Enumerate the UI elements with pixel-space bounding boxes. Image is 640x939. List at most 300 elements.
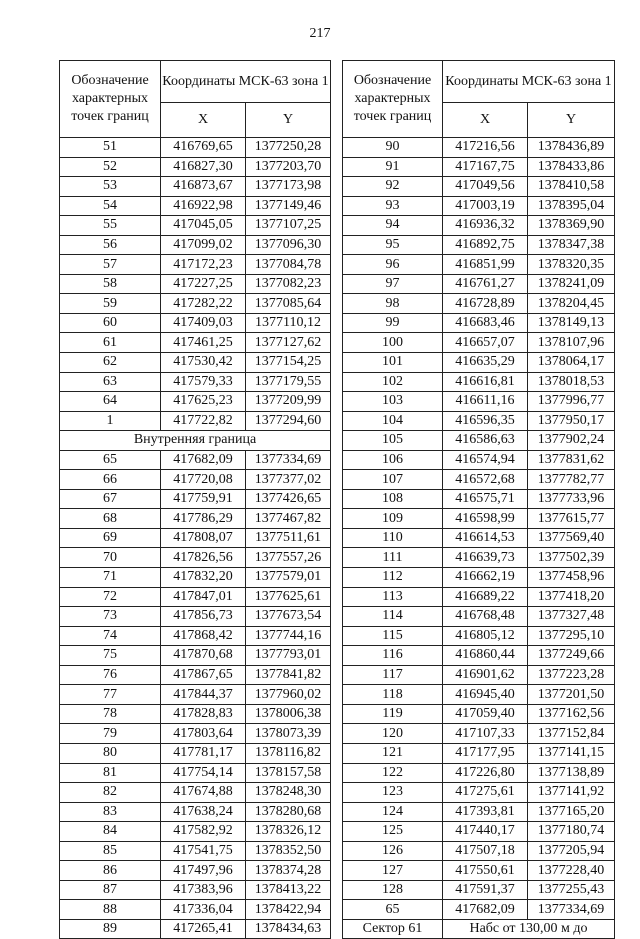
point-id: 70 xyxy=(60,548,161,568)
x-coordinate: 416575,71 xyxy=(443,489,528,509)
x-coordinate: 417847,01 xyxy=(161,587,246,607)
y-coordinate: 1378410,58 xyxy=(528,177,615,197)
table-row xyxy=(60,274,331,294)
table-row xyxy=(343,431,615,451)
y-coordinate: 1377096,30 xyxy=(246,235,331,255)
x-coordinate: 417227,25 xyxy=(161,274,246,294)
y-coordinate: 1378248,30 xyxy=(246,783,331,803)
y-coordinate: 1378326,12 xyxy=(246,822,331,842)
point-id: 57 xyxy=(60,255,161,275)
point-id: 66 xyxy=(60,470,161,490)
point-id: 81 xyxy=(60,763,161,783)
table-row xyxy=(343,743,615,763)
point-id: 89 xyxy=(60,919,161,939)
x-coordinate: 416639,73 xyxy=(443,548,528,568)
x-coordinate: 417803,64 xyxy=(161,724,246,744)
y-coordinate: 1377960,02 xyxy=(246,685,331,705)
point-id: 94 xyxy=(343,216,443,236)
table-row xyxy=(60,646,331,666)
x-coordinate: 416616,81 xyxy=(443,372,528,392)
point-id: 99 xyxy=(343,313,443,333)
table-row xyxy=(60,802,331,822)
y-coordinate: 1377841,82 xyxy=(246,665,331,685)
y-coordinate: 1377467,82 xyxy=(246,509,331,529)
table-row xyxy=(343,372,615,392)
table-row xyxy=(343,294,615,314)
table-row xyxy=(60,431,331,451)
point-id: 85 xyxy=(60,841,161,861)
point-id: 96 xyxy=(343,255,443,275)
y-coordinate: 1377295,10 xyxy=(528,626,615,646)
x-coordinate: 416851,99 xyxy=(443,255,528,275)
table-row xyxy=(60,880,331,900)
table-row xyxy=(60,294,331,314)
point-id: 73 xyxy=(60,607,161,627)
point-id: 79 xyxy=(60,724,161,744)
y-coordinate: 1377625,61 xyxy=(246,587,331,607)
table-row xyxy=(343,900,615,920)
point-id: 128 xyxy=(343,880,443,900)
x-coordinate: 417003,19 xyxy=(443,196,528,216)
y-coordinate: 1378433,86 xyxy=(528,157,615,177)
y-coordinate: 1377615,77 xyxy=(528,509,615,529)
x-coordinate: 416689,22 xyxy=(443,587,528,607)
point-id: 101 xyxy=(343,353,443,373)
table-row xyxy=(343,196,615,216)
table-row xyxy=(343,704,615,724)
y-coordinate: 1378374,28 xyxy=(246,861,331,881)
point-id: 64 xyxy=(60,392,161,412)
x-coordinate: 417828,83 xyxy=(161,704,246,724)
point-id: 118 xyxy=(343,685,443,705)
x-coordinate: 416598,99 xyxy=(443,509,528,529)
table-row xyxy=(60,470,331,490)
x-coordinate: 417722,82 xyxy=(161,411,246,431)
y-coordinate: 1377149,46 xyxy=(246,196,331,216)
table-row xyxy=(60,138,331,158)
table-row xyxy=(60,216,331,236)
y-coordinate: 1377249,66 xyxy=(528,646,615,666)
point-id: 88 xyxy=(60,900,161,920)
point-id: 60 xyxy=(60,313,161,333)
table-row xyxy=(343,255,615,275)
y-coordinate: 1377203,70 xyxy=(246,157,331,177)
table-row xyxy=(343,802,615,822)
y-coordinate: 1377950,17 xyxy=(528,411,615,431)
x-coordinate: 416769,65 xyxy=(161,138,246,158)
y-coordinate: 1377831,62 xyxy=(528,450,615,470)
x-coordinate: 416614,53 xyxy=(443,528,528,548)
y-coordinate: 1377209,99 xyxy=(246,392,331,412)
x-coordinate: 417461,25 xyxy=(161,333,246,353)
point-id: 103 xyxy=(343,392,443,412)
table-row xyxy=(343,548,615,568)
y-coordinate: 1377327,48 xyxy=(528,607,615,627)
point-id: 112 xyxy=(343,568,443,588)
point-id: 65 xyxy=(343,900,443,920)
y-coordinate: 1377201,50 xyxy=(528,685,615,705)
left-table-body xyxy=(60,138,331,939)
table-row xyxy=(60,900,331,920)
table-row xyxy=(343,919,615,939)
x-coordinate: 417383,96 xyxy=(161,880,246,900)
point-id: 91 xyxy=(343,157,443,177)
point-id: 83 xyxy=(60,802,161,822)
x-coordinate: 417282,22 xyxy=(161,294,246,314)
point-id: 58 xyxy=(60,274,161,294)
sector-label: Сектор 61 xyxy=(343,919,443,939)
point-id: 110 xyxy=(343,528,443,548)
y-coordinate: 1378073,39 xyxy=(246,724,331,744)
table-row xyxy=(60,724,331,744)
y-header: Y xyxy=(528,103,615,138)
y-coordinate: 1377673,54 xyxy=(246,607,331,627)
table-row xyxy=(60,685,331,705)
point-id: 71 xyxy=(60,568,161,588)
table-row xyxy=(343,157,615,177)
y-coordinate: 1377782,77 xyxy=(528,470,615,490)
table-row xyxy=(343,685,615,705)
y-coordinate: 1377996,77 xyxy=(528,392,615,412)
table-row xyxy=(343,353,615,373)
designation-header: Обозначение характерных точек границ xyxy=(343,61,443,138)
table-row xyxy=(343,880,615,900)
x-coordinate: 417530,42 xyxy=(161,353,246,373)
x-header: X xyxy=(161,103,246,138)
y-coordinate: 1377223,28 xyxy=(528,665,615,685)
x-coordinate: 417099,02 xyxy=(161,235,246,255)
point-id: 122 xyxy=(343,763,443,783)
x-coordinate: 417336,04 xyxy=(161,900,246,920)
y-coordinate: 1377250,28 xyxy=(246,138,331,158)
table-row xyxy=(60,333,331,353)
point-id: 121 xyxy=(343,743,443,763)
point-id: 1 xyxy=(60,411,161,431)
table-row xyxy=(60,489,331,509)
x-coordinate: 417781,17 xyxy=(161,743,246,763)
y-coordinate: 1377334,69 xyxy=(246,450,331,470)
table-row xyxy=(60,704,331,724)
table-row xyxy=(60,528,331,548)
y-coordinate: 1378413,22 xyxy=(246,880,331,900)
point-id: 67 xyxy=(60,489,161,509)
point-id: 78 xyxy=(60,704,161,724)
table-row xyxy=(60,353,331,373)
table-row xyxy=(343,528,615,548)
table-row xyxy=(60,607,331,627)
x-coordinate: 417177,95 xyxy=(443,743,528,763)
y-coordinate: 1378434,63 xyxy=(246,919,331,939)
x-coordinate: 417265,41 xyxy=(161,919,246,939)
y-coordinate: 1377141,92 xyxy=(528,783,615,803)
x-coordinate: 417582,92 xyxy=(161,822,246,842)
y-coordinate: 1377579,01 xyxy=(246,568,331,588)
table-row xyxy=(343,607,615,627)
table-row xyxy=(343,313,615,333)
y-coordinate: 1377793,01 xyxy=(246,646,331,666)
table-row xyxy=(343,861,615,881)
y-coordinate: 1377162,56 xyxy=(528,704,615,724)
table-row xyxy=(343,646,615,666)
point-id: 104 xyxy=(343,411,443,431)
y-coordinate: 1377082,23 xyxy=(246,274,331,294)
point-id: 124 xyxy=(343,802,443,822)
y-coordinate: 1377084,78 xyxy=(246,255,331,275)
x-coordinate: 417856,73 xyxy=(161,607,246,627)
table-row xyxy=(60,626,331,646)
table-row xyxy=(343,509,615,529)
x-coordinate: 417867,65 xyxy=(161,665,246,685)
x-coordinate: 417754,14 xyxy=(161,763,246,783)
x-coordinate: 416635,29 xyxy=(443,353,528,373)
table-row xyxy=(343,841,615,861)
table-row xyxy=(60,568,331,588)
y-coordinate: 1377179,55 xyxy=(246,372,331,392)
point-id: 125 xyxy=(343,822,443,842)
y-coordinate: 1377426,65 xyxy=(246,489,331,509)
y-coordinate: 1378369,90 xyxy=(528,216,615,236)
y-coordinate: 1378241,09 xyxy=(528,274,615,294)
y-coordinate: 1377557,26 xyxy=(246,548,331,568)
table-row xyxy=(343,763,615,783)
x-coordinate: 416860,44 xyxy=(443,646,528,666)
table-row xyxy=(343,665,615,685)
point-id: 92 xyxy=(343,177,443,197)
x-coordinate: 417226,80 xyxy=(443,763,528,783)
y-coordinate: 1377152,84 xyxy=(528,724,615,744)
x-coordinate: 417808,07 xyxy=(161,528,246,548)
y-coordinate: 1377138,89 xyxy=(528,763,615,783)
point-id: 117 xyxy=(343,665,443,685)
table-row xyxy=(343,411,615,431)
table-row xyxy=(343,587,615,607)
y-coordinate: 1378352,50 xyxy=(246,841,331,861)
table-row xyxy=(60,392,331,412)
x-coordinate: 417393,81 xyxy=(443,802,528,822)
y-coordinate: 1378347,38 xyxy=(528,235,615,255)
table-row xyxy=(343,274,615,294)
x-coordinate: 417625,23 xyxy=(161,392,246,412)
x-coordinate: 416657,07 xyxy=(443,333,528,353)
x-coordinate: 417844,37 xyxy=(161,685,246,705)
point-id: 75 xyxy=(60,646,161,666)
y-coordinate: 1378395,04 xyxy=(528,196,615,216)
table-row xyxy=(60,743,331,763)
x-coordinate: 417440,17 xyxy=(443,822,528,842)
y-coordinate: 1377502,39 xyxy=(528,548,615,568)
table-row xyxy=(343,138,615,158)
point-id: 54 xyxy=(60,196,161,216)
y-coordinate: 1377127,62 xyxy=(246,333,331,353)
point-id: 95 xyxy=(343,235,443,255)
table-row xyxy=(60,763,331,783)
table-row xyxy=(60,235,331,255)
point-id: 77 xyxy=(60,685,161,705)
x-coordinate: 417832,20 xyxy=(161,568,246,588)
y-coordinate: 1377173,98 xyxy=(246,177,331,197)
table-row xyxy=(60,255,331,275)
point-id: 68 xyxy=(60,509,161,529)
y-coordinate: 1377141,15 xyxy=(528,743,615,763)
x-coordinate: 416586,63 xyxy=(443,431,528,451)
right-table-body xyxy=(343,138,615,939)
point-id: 123 xyxy=(343,783,443,803)
designation-header: Обозначение характерных точек границ xyxy=(60,61,161,138)
x-coordinate: 417059,40 xyxy=(443,704,528,724)
y-coordinate: 1378280,68 xyxy=(246,802,331,822)
x-coordinate: 417409,03 xyxy=(161,313,246,333)
table-row xyxy=(60,157,331,177)
y-coordinate: 1377154,25 xyxy=(246,353,331,373)
y-coordinate: 1377180,74 xyxy=(528,822,615,842)
y-coordinate: 1378436,89 xyxy=(528,138,615,158)
table-row xyxy=(60,411,331,431)
point-id: 69 xyxy=(60,528,161,548)
y-coordinate: 1378320,35 xyxy=(528,255,615,275)
x-coordinate: 416827,30 xyxy=(161,157,246,177)
point-id: 126 xyxy=(343,841,443,861)
point-id: 87 xyxy=(60,880,161,900)
table-row xyxy=(60,822,331,842)
point-id: 59 xyxy=(60,294,161,314)
x-coordinate: 417167,75 xyxy=(443,157,528,177)
coordinates-table-right xyxy=(342,60,615,939)
table-row xyxy=(60,861,331,881)
x-coordinate: 417870,68 xyxy=(161,646,246,666)
x-coordinate: 417759,91 xyxy=(161,489,246,509)
table-row xyxy=(343,568,615,588)
x-coordinate: 417045,05 xyxy=(161,216,246,236)
point-id: 113 xyxy=(343,587,443,607)
x-coordinate: 417550,61 xyxy=(443,861,528,881)
point-id: 107 xyxy=(343,470,443,490)
y-coordinate: 1377294,60 xyxy=(246,411,331,431)
point-id: 52 xyxy=(60,157,161,177)
table-row xyxy=(343,470,615,490)
point-id: 90 xyxy=(343,138,443,158)
y-coordinate: 1378422,94 xyxy=(246,900,331,920)
x-header: X xyxy=(443,103,528,138)
point-id: 82 xyxy=(60,783,161,803)
x-coordinate: 416922,98 xyxy=(161,196,246,216)
point-id: 84 xyxy=(60,822,161,842)
point-id: 102 xyxy=(343,372,443,392)
point-id: 51 xyxy=(60,138,161,158)
table-row xyxy=(60,509,331,529)
x-coordinate: 417638,24 xyxy=(161,802,246,822)
section-label: Внутренняя граница xyxy=(60,431,331,451)
x-coordinate: 417720,08 xyxy=(161,470,246,490)
y-coordinate: 1377255,43 xyxy=(528,880,615,900)
table-row xyxy=(60,372,331,392)
point-id: 76 xyxy=(60,665,161,685)
x-coordinate: 416901,62 xyxy=(443,665,528,685)
table-row xyxy=(343,177,615,197)
y-coordinate: 1377458,96 xyxy=(528,568,615,588)
x-coordinate: 417579,33 xyxy=(161,372,246,392)
point-id: 55 xyxy=(60,216,161,236)
table-row xyxy=(60,313,331,333)
point-id: 100 xyxy=(343,333,443,353)
coordinates-table-left xyxy=(59,60,331,939)
point-id: 119 xyxy=(343,704,443,724)
x-coordinate: 416574,94 xyxy=(443,450,528,470)
y-coordinate: 1378149,13 xyxy=(528,313,615,333)
y-coordinate: 1377733,96 xyxy=(528,489,615,509)
table-row xyxy=(343,216,615,236)
table-row xyxy=(60,919,331,939)
table-row xyxy=(343,450,615,470)
y-coordinate: 1378157,58 xyxy=(246,763,331,783)
x-coordinate: 416936,32 xyxy=(443,216,528,236)
y-coordinate: 1377110,12 xyxy=(246,313,331,333)
x-coordinate: 417049,56 xyxy=(443,177,528,197)
point-id: 115 xyxy=(343,626,443,646)
point-id: 80 xyxy=(60,743,161,763)
x-coordinate: 416728,89 xyxy=(443,294,528,314)
x-coordinate: 417507,18 xyxy=(443,841,528,861)
x-coordinate: 417682,09 xyxy=(161,450,246,470)
x-coordinate: 417172,23 xyxy=(161,255,246,275)
y-coordinate: 1378204,45 xyxy=(528,294,615,314)
point-id: 56 xyxy=(60,235,161,255)
x-coordinate: 416805,12 xyxy=(443,626,528,646)
x-coordinate: 417275,61 xyxy=(443,783,528,803)
coords-header: Координаты МСК-63 зона 1 xyxy=(161,61,331,103)
point-id: 105 xyxy=(343,431,443,451)
point-id: 106 xyxy=(343,450,443,470)
x-coordinate: 416596,35 xyxy=(443,411,528,431)
y-coordinate: 1378064,17 xyxy=(528,353,615,373)
page-number: 217 xyxy=(309,26,331,41)
point-id: 111 xyxy=(343,548,443,568)
coords-header: Координаты МСК-63 зона 1 xyxy=(443,61,615,103)
y-coordinate: 1377085,64 xyxy=(246,294,331,314)
y-coordinate: 1377418,20 xyxy=(528,587,615,607)
y-coordinate: 1377165,20 xyxy=(528,802,615,822)
x-coordinate: 417868,42 xyxy=(161,626,246,646)
y-coordinate: 1377902,24 xyxy=(528,431,615,451)
point-id: 53 xyxy=(60,177,161,197)
point-id: 98 xyxy=(343,294,443,314)
y-coordinate: 1377744,16 xyxy=(246,626,331,646)
x-coordinate: 416768,48 xyxy=(443,607,528,627)
y-coordinate: 1378116,82 xyxy=(246,743,331,763)
y-header: Y xyxy=(246,103,331,138)
table-row xyxy=(60,841,331,861)
table-row xyxy=(60,196,331,216)
point-id: 86 xyxy=(60,861,161,881)
table-row xyxy=(60,548,331,568)
x-coordinate: 416892,75 xyxy=(443,235,528,255)
y-coordinate: 1378006,38 xyxy=(246,704,331,724)
y-coordinate: 1377569,40 xyxy=(528,528,615,548)
y-coordinate: 1377228,40 xyxy=(528,861,615,881)
x-coordinate: 417107,33 xyxy=(443,724,528,744)
x-coordinate: 416873,67 xyxy=(161,177,246,197)
y-coordinate: 1377205,94 xyxy=(528,841,615,861)
x-coordinate: 416611,16 xyxy=(443,392,528,412)
x-coordinate: 416945,40 xyxy=(443,685,528,705)
sector-note: Нaбс от 130,00 м до xyxy=(443,919,615,939)
point-id: 127 xyxy=(343,861,443,881)
point-id: 63 xyxy=(60,372,161,392)
table-row xyxy=(60,587,331,607)
point-id: 93 xyxy=(343,196,443,216)
table-row xyxy=(343,783,615,803)
point-id: 65 xyxy=(60,450,161,470)
x-coordinate: 416683,46 xyxy=(443,313,528,333)
